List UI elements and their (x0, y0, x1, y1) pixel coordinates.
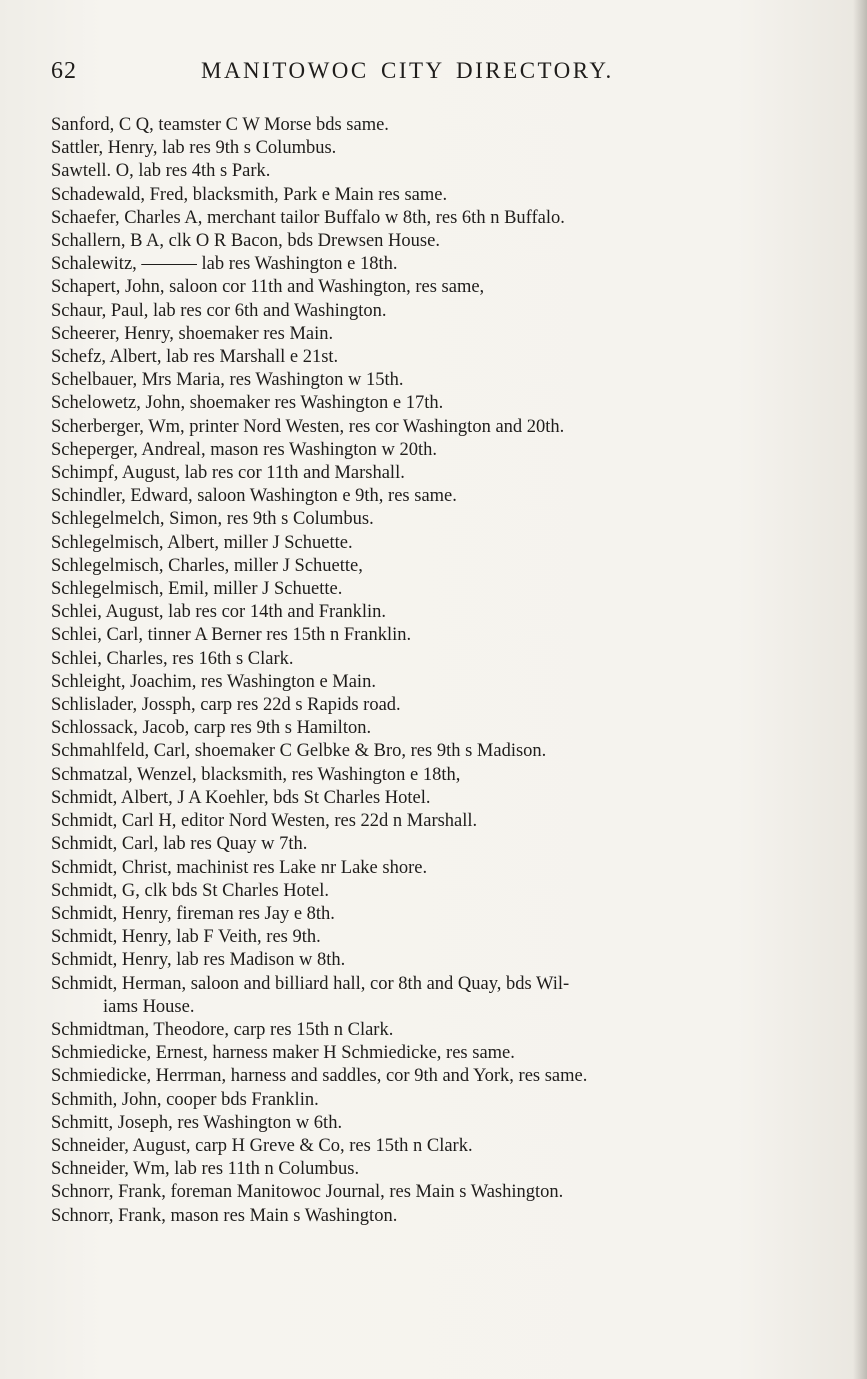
entry-continuation: iams House. (103, 996, 195, 1017)
page-number: 62 (51, 58, 77, 84)
running-head-title: MANITOWOC CITY DIRECTORY. (201, 58, 614, 83)
page-header (51, 58, 831, 90)
directory-entry: Schlei, August, lab res cor 14th and Franklin. (51, 602, 387, 623)
directory-entry: Schmidt, Henry, lab res Madison w 8th. (51, 950, 346, 971)
directory-entry: Schaefer, Charles A, merchant tailor Buffalo w 8th, res 6th n Buffalo. (51, 207, 565, 228)
directory-entry: Schmidt, Carl H, editor Nord Westen, res 22d n Marshall. (51, 811, 478, 832)
directory-entry: Scheperger, Andreal, mason res Washington w 20th. (51, 439, 438, 460)
page-edge-shadow (853, 0, 867, 1379)
directory-entry: Schapert, John, saloon cor 11th and Washington, res same, (51, 277, 485, 298)
directory-entry: Schmidt, Henry, lab F Veith, res 9th. (51, 927, 321, 948)
directory-entry: Schmitt, Joseph, res Washington w 6th. (51, 1112, 343, 1133)
directory-entry: Schmidt, Henry, fireman res Jay e 8th. (51, 903, 335, 924)
directory-entry: Schimpf, August, lab res cor 11th and Marshall. (51, 463, 405, 484)
directory-entry: Sanford, C Q, teamster C W Morse bds same. (51, 115, 389, 135)
directory-entry: Schneider, Wm, lab res 11th n Columbus. (51, 1159, 360, 1180)
directory-entry: Schmidtman, Theodore, carp res 15th n Clark. (51, 1019, 394, 1040)
directory-entry: Schmidt, Carl, lab res Quay w 7th. (51, 834, 308, 855)
directory-entry: Schlegelmisch, Albert, miller J Schuette. (51, 532, 353, 553)
directory-entry: Schnorr, Frank, mason res Main s Washington. (51, 1205, 398, 1226)
directory-entry: Schlossack, Jacob, carp res 9th s Hamilton. (51, 718, 372, 739)
directory-entry: Schallern, B A, clk O R Bacon, bds Drewsen House. (51, 231, 440, 252)
directory-entry: Schleight, Joachim, res Washington e Main. (51, 671, 376, 692)
directory-entry: Schlei, Charles, res 16th s Clark. (51, 648, 294, 669)
directory-entry: Schmidt, Herman, saloon and billiard hall, cor 8th and Quay, bds Wil- iams House. (51, 973, 821, 1019)
directory-entry: Schmahlfeld, Carl, shoemaker C Gelbke & Bro, res 9th s Madison. (51, 741, 547, 762)
directory-entry: Schlegelmelch, Simon, res 9th s Columbus. (51, 509, 374, 530)
directory-entry: Schelbauer, Mrs Maria, res Washington w 15th. (51, 370, 404, 391)
directory-entry: Schlei, Carl, tinner A Berner res 15th n Franklin. (51, 625, 412, 646)
directory-entry: Schneider, August, carp H Greve & Co, res 15th n Clark. (51, 1135, 473, 1156)
directory-entry: Schmiedicke, Ernest, harness maker H Schmiedicke, res same. (51, 1043, 515, 1064)
directory-entry: Schaur, Paul, lab res cor 6th and Washington. (51, 300, 387, 321)
directory-entry: Schlegelmisch, Charles, miller J Schuette, (51, 555, 363, 576)
directory-entry: Scheerer, Henry, shoemaker res Main. (51, 323, 334, 344)
directory-entry: Schmiedicke, Herrman, harness and saddles, cor 9th and York, res same. (51, 1066, 588, 1087)
directory-entry: Schnorr, Frank, foreman Manitowoc Journal, res Main s Washington. (51, 1182, 564, 1203)
directory-entry: Schadewald, Fred, blacksmith, Park e Main res same. (51, 184, 448, 205)
directory-entry: Schmidt, Christ, machinist res Lake nr Lake shore. (51, 857, 428, 878)
directory-entry: Schindler, Edward, saloon Washington e 9th, res same. (51, 486, 457, 507)
directory-entry: Schlislader, Jossph, carp res 22d s Rapids road. (51, 695, 401, 716)
directory-entry: Sattler, Henry, lab res 9th s Columbus. (51, 138, 337, 159)
directory-entry: Schefz, Albert, lab res Marshall e 21st. (51, 347, 339, 368)
directory-entry: Schmidt, G, clk bds St Charles Hotel. (51, 880, 329, 901)
directory-entry: Scherberger, Wm, printer Nord Westen, res cor Washington and 20th. (51, 416, 565, 437)
directory-entry: Schmatzal, Wenzel, blacksmith, res Washington e 18th, (51, 764, 461, 785)
directory-entry: Schlegelmisch, Emil, miller J Schuette. (51, 579, 343, 600)
directory-entry-list (51, 114, 821, 1228)
directory-entry: Schmidt, Albert, J A Koehler, bds St Charles Hotel. (51, 787, 431, 808)
directory-entry: Schelowetz, John, shoemaker res Washington e 17th. (51, 393, 444, 414)
directory-entry: Schmith, John, cooper bds Franklin. (51, 1089, 319, 1110)
directory-entry: Schalewitz, ——— lab res Washington e 18th. (51, 254, 398, 275)
directory-entry: Sawtell. O, lab res 4th s Park. (51, 161, 271, 182)
